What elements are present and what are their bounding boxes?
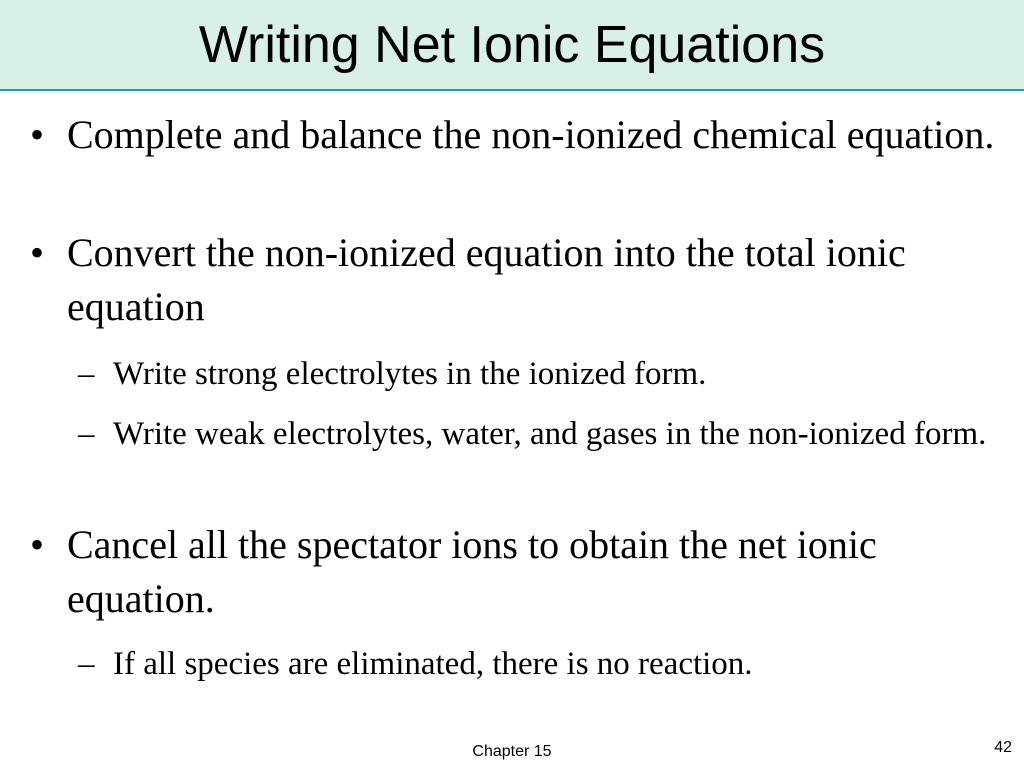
bullet-text: Convert the non-ionized equation into the total ionic equation bbox=[67, 230, 906, 329]
bullet-dot-icon: • bbox=[30, 112, 45, 157]
bullet-item bbox=[30, 108, 1005, 162]
sub-bullet-item bbox=[78, 410, 998, 458]
bullet-dot-icon: • bbox=[30, 230, 45, 275]
bullet-dot-icon: • bbox=[30, 522, 45, 567]
sub-bullet-text: Write strong electrolytes in the ionized form. bbox=[113, 356, 707, 392]
sub-bullet-item bbox=[78, 350, 998, 398]
bullet-item bbox=[30, 226, 1005, 334]
bullet-text: Complete and balance the non-ionized chemical equation. bbox=[67, 112, 995, 157]
sub-bullet-text: If all species are eliminated, there is no reaction. bbox=[113, 646, 753, 682]
sub-bullet-text: Write weak electrolytes, water, and gases in the non-ionized form. bbox=[113, 416, 987, 452]
sub-bullet-item bbox=[78, 640, 998, 688]
slide-title: Writing Net Ionic Equations bbox=[198, 16, 826, 74]
bullet-item bbox=[30, 518, 1005, 626]
footer-chapter: Chapter 15 bbox=[472, 743, 552, 760]
dash-icon: – bbox=[78, 416, 95, 452]
dash-icon: – bbox=[78, 646, 95, 682]
page-number: 42 bbox=[994, 739, 1012, 756]
dash-icon: – bbox=[78, 356, 95, 392]
bullet-text: Cancel all the spectator ions to obtain the net ionic equation. bbox=[67, 522, 877, 621]
